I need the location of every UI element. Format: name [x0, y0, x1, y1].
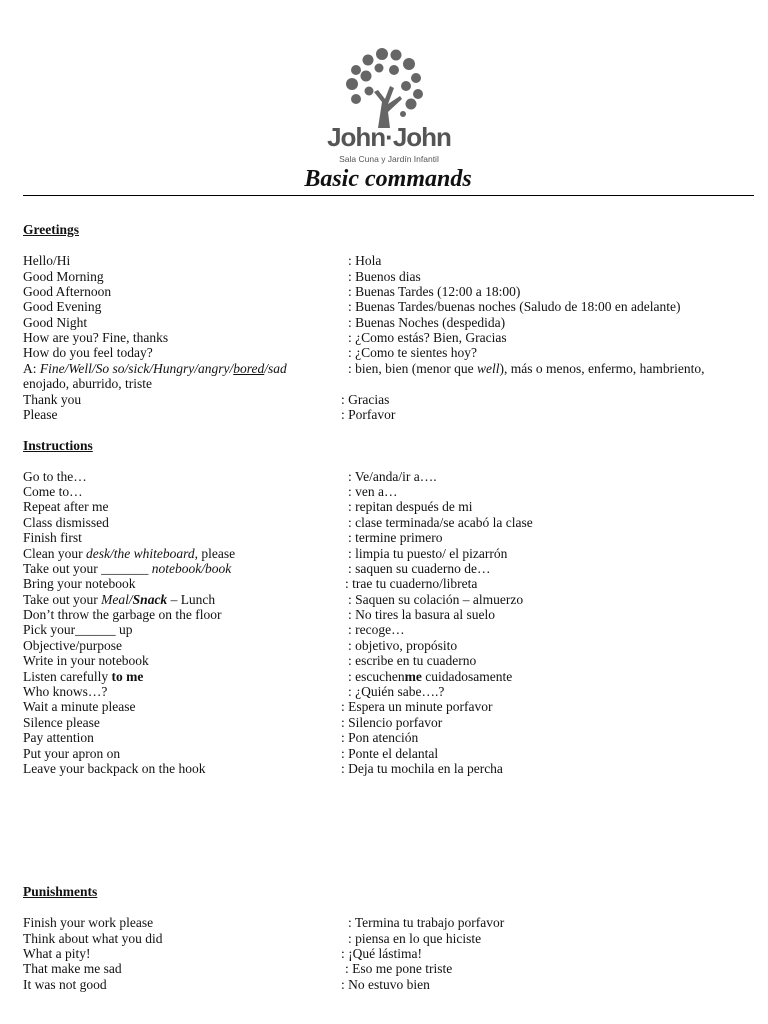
list-item: Finish your work please : Termina tu trabajo porfavor [23, 915, 505, 930]
list-item: Don’t throw the garbage on the floor : No tires la basura al suelo [23, 607, 495, 622]
list-item: Thank you : Gracias [23, 392, 390, 407]
list-item: What a pity! : ¡Qué lástima! [23, 946, 422, 961]
list-item: Who knows…? : ¿Quién sabe….? [23, 684, 445, 699]
list-item: That make me sad : Eso me pone triste [23, 961, 453, 976]
greetings-heading: Greetings [23, 222, 79, 237]
list-item: Repeat after me : repitan después de mi [23, 499, 473, 514]
feelings-continuation: enojado, aburrido, triste [23, 376, 152, 391]
list-item: Pick your______ up : recoge… [23, 622, 405, 637]
feelings-row: A: Fine/Well/So so/sick/Hungry/angry/bored/sad : bien, bien (menor que well), más o menos, enfermo, hambriento, [23, 361, 705, 376]
list-item: Think about what you did : piensa en lo que hiciste [23, 931, 482, 946]
title-divider [23, 195, 754, 196]
list-item: Good Evening : Buenas Tardes/buenas noches (Saludo de 18:00 en adelante) [23, 299, 681, 314]
list-item: Class dismissed : clase terminada/se acabó la clase [23, 515, 533, 530]
list-item: Good Morning : Buenos dias [23, 269, 421, 284]
list-item: Good Night : Buenas Noches (despedida) [23, 315, 506, 330]
list-item: Clean your desk/the whiteboard, please : limpia tu puesto/ el pizarrón [23, 546, 508, 561]
punishments-heading: Punishments [23, 884, 98, 899]
list-item: Take out your Meal/Snack – Lunch : Saquen su colación – almuerzo [23, 592, 524, 607]
john-john-logo [316, 46, 462, 168]
list-item: Go to the… : Ve/anda/ir a…. [23, 469, 437, 484]
list-item: Good Afternoon : Buenas Tardes (12:00 a 18:00) [23, 284, 521, 299]
list-item: Pay attention : Pon atención [23, 730, 419, 745]
list-item: Come to… : ven a… [23, 484, 398, 499]
list-item: Wait a minute please : Espera un minute porfavor [23, 699, 493, 714]
list-item: Finish first : termine primero [23, 530, 443, 545]
list-item: How do you feel today? : ¿Como te sientes hoy? [23, 345, 477, 360]
list-item: Hello/Hi : Hola [23, 253, 382, 268]
list-item: Put your apron on : Ponte el delantal [23, 746, 439, 761]
list-item: How are you? Fine, thanks : ¿Como estás? Bien, Gracias [23, 330, 507, 345]
list-item: Please : Porfavor [23, 407, 396, 422]
list-item: Take out your _______ notebook/book : saquen su cuaderno de… [23, 561, 491, 576]
list-item: Leave your backpack on the hook : Deja tu mochila en la percha [23, 761, 503, 776]
instructions-heading: Instructions [23, 438, 93, 453]
list-item: Bring your notebook : trae tu cuaderno/libreta [23, 576, 478, 591]
page-title: Basic commands [304, 166, 472, 192]
list-item: It was not good : No estuvo bien [23, 977, 430, 992]
list-item: Silence please : Silencio porfavor [23, 715, 443, 730]
list-item: Write in your notebook : escribe en tu cuaderno [23, 653, 477, 668]
list-item: Objective/purpose : objetivo, propósito [23, 638, 458, 653]
list-item: Listen carefully to me : escuchenme cuidadosamente [23, 669, 513, 684]
svg-text:Sala Cuna y Jardín Infantil: Sala Cuna y Jardín Infantil [339, 154, 439, 164]
svg-text:John·John: John·John [327, 122, 451, 152]
